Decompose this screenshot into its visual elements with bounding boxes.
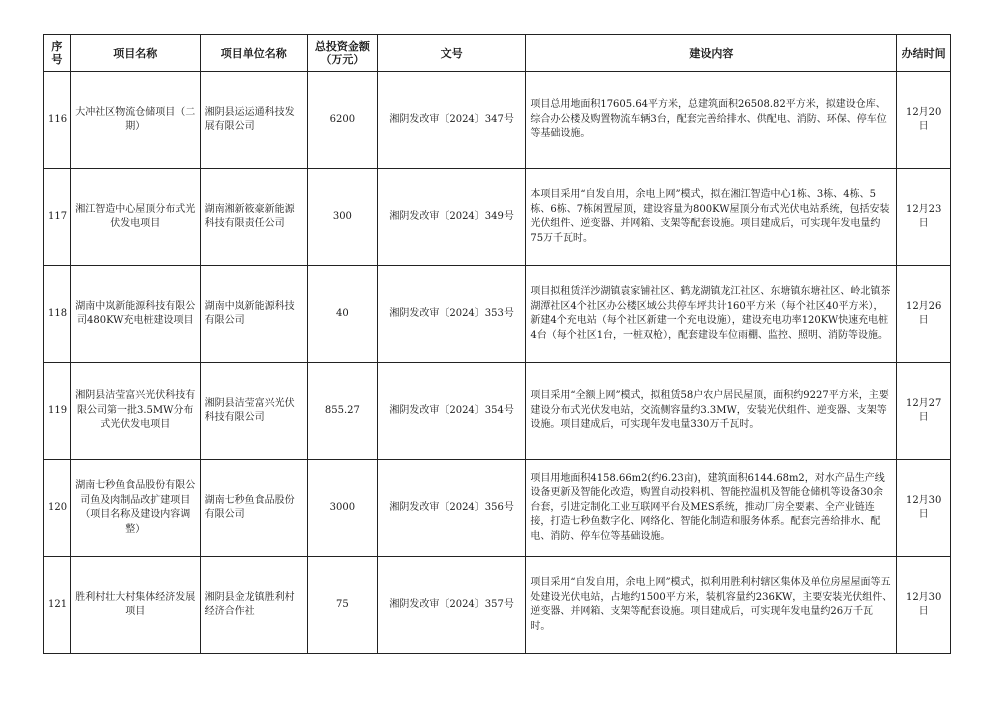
cell-unit: 湘阴县金龙镇胜利村经济合作社	[200, 557, 307, 654]
cell-date: 12月20日	[897, 72, 951, 169]
cell-unit: 湖南湘新筱豪新能源科技有限责任公司	[200, 169, 307, 266]
header-no: 序号	[44, 35, 71, 72]
header-date: 办结时间	[897, 35, 951, 72]
cell-name: 胜利村壮大村集体经济发展项目	[70, 557, 200, 654]
cell-no: 117	[44, 169, 71, 266]
cell-unit: 湖南中岚新能源科技有限公司	[200, 266, 307, 363]
cell-name: 湘阴县洁莹富兴光伏科技有限公司第一批3.5MW分布式光伏发电项目	[70, 363, 200, 460]
cell-no: 116	[44, 72, 71, 169]
cell-doc: 湘阴发改审〔2024〕356号	[377, 460, 525, 557]
cell-doc: 湘阴发改审〔2024〕354号	[377, 363, 525, 460]
cell-unit: 湘阴县洁莹富兴光伏科技有限公司	[200, 363, 307, 460]
cell-date: 12月30日	[897, 557, 951, 654]
cell-content: 项目用地面积4158.66m2(约6.23亩)，建筑面积6144.68m2，对水产品生产线设备更新及智能化改造，购置自动投料机、智能控温机及智能仓储机等设备30余台套，引进定制化工业互联网平台及MES系统，推动厂房全要素、全产业链连接，打造七秒鱼数字化、网络化、智能化制造和服务体系。配套完善给排水、配电、消防、停车位等基础设施。	[526, 460, 897, 557]
cell-amount: 3000	[307, 460, 377, 557]
cell-no: 121	[44, 557, 71, 654]
header-unit: 项目单位名称	[200, 35, 307, 72]
cell-date: 12月27日	[897, 363, 951, 460]
cell-content: 项目总用地面积17605.64平方米，总建筑面积26508.82平方米，拟建设仓库、综合办公楼及购置物流车辆3台，配套完善给排水、供配电、消防、环保、停车位等基础设施。	[526, 72, 897, 169]
cell-amount: 75	[307, 557, 377, 654]
cell-amount: 855.27	[307, 363, 377, 460]
table-row	[44, 557, 951, 654]
cell-name: 大冲社区物流仓储项目（二期）	[70, 72, 200, 169]
cell-doc: 湘阴发改审〔2024〕349号	[377, 169, 525, 266]
table-row	[44, 460, 951, 557]
project-table	[43, 34, 951, 654]
cell-doc: 湘阴发改审〔2024〕347号	[377, 72, 525, 169]
cell-content: 项目采用“全额上网”模式，拟租赁58户农户居民屋顶，面积约9227平方米，主要建设分布式光伏发电站，交流侧容量约3.3MW，安装光伏组件、逆变器、支架等设施。项目建成后，可实现年发电量330万千瓦时。	[526, 363, 897, 460]
header-doc: 文号	[377, 35, 525, 72]
cell-unit: 湖南七秒鱼食品股份有限公司	[200, 460, 307, 557]
cell-unit: 湘阴县运运通科技发展有限公司	[200, 72, 307, 169]
header-name: 项目名称	[70, 35, 200, 72]
table-row	[44, 72, 951, 169]
cell-amount: 40	[307, 266, 377, 363]
table-row	[44, 363, 951, 460]
cell-amount: 6200	[307, 72, 377, 169]
cell-name: 湖南七秒鱼食品股份有限公司鱼及肉制品改扩建项目（项目名称及建设内容调整）	[70, 460, 200, 557]
table-row	[44, 169, 951, 266]
cell-no: 118	[44, 266, 71, 363]
cell-name: 湘江智造中心屋顶分布式光伏发电项目	[70, 169, 200, 266]
cell-date: 12月23日	[897, 169, 951, 266]
cell-content: 项目采用“自发自用，余电上网”模式，拟利用胜利村辖区集体及单位房屋屋面等五处建设光伏电站，占地约1500平方米，装机容量约236KW，主要安装光伏组件、逆变器、并网箱、支架等配套设施。项目建成后，可实现年发电量约26万千瓦时。	[526, 557, 897, 654]
header-amount: 总投资金额（万元）	[307, 35, 377, 72]
cell-name: 湖南中岚新能源科技有限公司480KW充电桩建设项目	[70, 266, 200, 363]
cell-amount: 300	[307, 169, 377, 266]
cell-content: 本项目采用“自发自用，余电上网”模式，拟在湘江智造中心1栋、3栋、4栋、5栋、6栋、7栋闲置屋顶，建设容量为800KW屋顶分布式光伏电站系统，包括安装光伏组件、逆变器、并网箱、支架等配套设施。项目建成后，可实现年发电量约75万千瓦时。	[526, 169, 897, 266]
cell-no: 119	[44, 363, 71, 460]
table-row	[44, 266, 951, 363]
header-row	[44, 35, 951, 72]
header-content: 建设内容	[526, 35, 897, 72]
cell-doc: 湘阴发改审〔2024〕357号	[377, 557, 525, 654]
cell-date: 12月26日	[897, 266, 951, 363]
cell-no: 120	[44, 460, 71, 557]
cell-doc: 湘阴发改审〔2024〕353号	[377, 266, 525, 363]
cell-content: 项目拟租赁洋沙湖镇袁家铺社区、鹤龙湖镇龙江社区、东塘镇东塘社区、岭北镇茶湖潭社区4个社区办公楼区域公共停车坪共计160平方米（每个社区40平方米），新建4个充电站（每个社区新建一个充电设施），建设充电功率120KW快速充电桩4台（每个社区1台，一桩双枪），配套建设车位雨棚、监控、照明、消防等设施。	[526, 266, 897, 363]
cell-date: 12月30日	[897, 460, 951, 557]
